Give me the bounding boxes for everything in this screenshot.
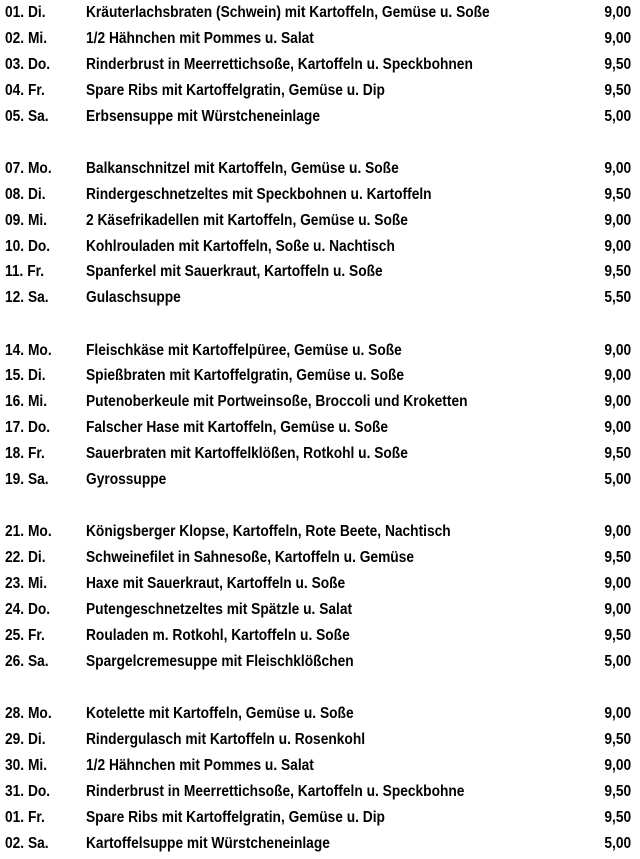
menu-date: 05. Sa. — [5, 107, 49, 125]
menu-row — [0, 805, 640, 831]
menu-dish: Königsberger Klopse, Kartoffeln, Rote Beete, Nachtisch — [86, 523, 451, 541]
menu-date: 01. Fr. — [5, 808, 45, 826]
menu-dish: Rouladen m. Rotkohl, Kartoffeln u. Soße — [86, 626, 350, 644]
menu-date: 25. Fr. — [5, 626, 45, 644]
menu-date: 15. Di. — [5, 367, 46, 385]
menu-dish: Rinderbrust in Meerrettichsoße, Kartoffeln u. Speckbohnen — [86, 55, 473, 73]
menu-dish: Kotelette mit Kartoffeln, Gemüse u. Soße — [86, 705, 354, 723]
menu-dish: Putenoberkeule mit Portweinsoße, Broccoli und Kroketten — [86, 393, 468, 411]
menu-price: 9,50 — [604, 55, 631, 73]
menu-row — [0, 727, 640, 753]
week-block — [0, 0, 640, 129]
menu-row — [0, 597, 640, 623]
menu-date: 19. Sa. — [5, 471, 49, 489]
menu-date: 28. Mo. — [5, 705, 52, 723]
menu-price: 9,50 — [604, 549, 631, 567]
menu-dish: Rinderbrust in Meerrettichsoße, Kartoffeln u. Speckbohne — [86, 782, 465, 800]
menu-date: 17. Do. — [5, 419, 51, 437]
menu-price: 9,00 — [604, 29, 631, 47]
menu-date: 08. Di. — [5, 185, 46, 203]
menu-price: 9,50 — [604, 730, 631, 748]
menu-row — [0, 182, 640, 208]
menu-row — [0, 753, 640, 779]
menu-dish: Haxe mit Sauerkraut, Kartoffeln u. Soße — [86, 575, 346, 593]
menu-dish: Gulaschsuppe — [86, 289, 181, 307]
menu-dish: Kräuterlachsbraten (Schwein) mit Kartoffeln, Gemüse u. Soße — [86, 4, 490, 21]
menu-row — [0, 467, 640, 493]
menu-price: 9,00 — [604, 237, 631, 255]
week-block — [0, 338, 640, 493]
menu-row — [0, 26, 640, 52]
menu-dish: Gyrossuppe — [86, 471, 167, 489]
menu-row — [0, 338, 640, 364]
menu-row — [0, 701, 640, 727]
menu-price: 9,00 — [604, 367, 631, 385]
menu-price: 9,00 — [604, 393, 631, 411]
menu-price: 9,00 — [604, 575, 631, 593]
menu-date: 16. Mi. — [5, 393, 48, 411]
menu-price: 5,50 — [604, 289, 631, 307]
menu-row — [0, 415, 640, 441]
menu-row — [0, 285, 640, 311]
menu-dish: Spare Ribs mit Kartoffelgratin, Gemüse u. Dip — [86, 81, 385, 99]
menu-row — [0, 363, 640, 389]
menu-dish: 1/2 Hähnchen mit Pommes u. Salat — [86, 756, 314, 774]
menu-price: 5,00 — [604, 471, 631, 489]
week-block — [0, 701, 640, 856]
menu-date: 02. Sa. — [5, 834, 49, 852]
menu-row — [0, 441, 640, 467]
menu-row — [0, 104, 640, 130]
menu-date: 09. Mi. — [5, 211, 48, 229]
menu-dish: Falscher Hase mit Kartoffeln, Gemüse u. Soße — [86, 419, 389, 437]
menu-dish: Kartoffelsuppe mit Würstcheneinlage — [86, 834, 330, 852]
menu-price: 9,50 — [604, 626, 631, 644]
menu-price: 9,50 — [604, 808, 631, 826]
menu-dish: Putengeschnetzeltes mit Spätzle u. Salat — [86, 600, 353, 618]
menu-date: 10. Do. — [5, 237, 51, 255]
menu-date: 04. Fr. — [5, 81, 45, 99]
week-separator — [0, 129, 640, 155]
menu-price: 9,50 — [604, 445, 631, 463]
menu-date: 18. Fr. — [5, 445, 45, 463]
menu-price: 5,00 — [604, 834, 631, 852]
menu-price: 9,50 — [604, 263, 631, 281]
menu-date: 30. Mi. — [5, 756, 48, 774]
menu-row — [0, 156, 640, 182]
menu-price: 5,00 — [604, 107, 631, 125]
menu-date: 22. Di. — [5, 549, 46, 567]
week-block — [0, 519, 640, 674]
menu-dish: Spare Ribs mit Kartoffelgratin, Gemüse u. Dip — [86, 808, 385, 826]
menu-row — [0, 623, 640, 649]
menu-row — [0, 234, 640, 260]
menu-price: 9,50 — [604, 185, 631, 203]
menu-dish: Rindergulasch mit Kartoffeln u. Rosenkohl — [86, 730, 366, 748]
menu-dish: Kohlrouladen mit Kartoffeln, Soße u. Nachtisch — [86, 237, 395, 255]
menu-date: 11. Fr. — [5, 263, 45, 281]
menu-row — [0, 649, 640, 675]
menu-row — [0, 545, 640, 571]
menu-row — [0, 831, 640, 857]
menu-price: 9,00 — [604, 523, 631, 541]
menu-price: 9,00 — [604, 211, 631, 229]
menu-dish: Erbsensuppe mit Würstcheneinlage — [86, 107, 320, 125]
menu-dish: 2 Käsefrikadellen mit Kartoffeln, Gemüse u. Soße — [86, 211, 408, 229]
menu-date: 01. Di. — [5, 4, 46, 21]
week-separator — [0, 493, 640, 519]
menu-price: 9,00 — [604, 419, 631, 437]
menu-date: 07. Mo. — [5, 159, 52, 177]
menu-dish: Fleischkäse mit Kartoffelpüree, Gemüse u. Soße — [86, 341, 402, 359]
menu-date: 14. Mo. — [5, 341, 52, 359]
menu-row — [0, 519, 640, 545]
menu-price: 9,50 — [604, 81, 631, 99]
menu-price: 9,00 — [604, 4, 631, 21]
menu-price: 9,00 — [604, 341, 631, 359]
menu-row — [0, 779, 640, 805]
menu-date: 29. Di. — [5, 730, 46, 748]
menu-date: 24. Do. — [5, 600, 51, 618]
week-block — [0, 156, 640, 311]
menu-dish: Rindergeschnetzeltes mit Speckbohnen u. Kartoffeln — [86, 185, 432, 203]
menu-date: 31. Do. — [5, 782, 51, 800]
week-separator — [0, 311, 640, 337]
menu-row — [0, 389, 640, 415]
menu-row — [0, 52, 640, 78]
menu-price: 9,50 — [604, 782, 631, 800]
menu-row — [0, 0, 640, 26]
menu-date: 26. Sa. — [5, 652, 49, 670]
menu-price: 9,00 — [604, 159, 631, 177]
menu-price: 5,00 — [604, 652, 631, 670]
menu-dish: Spargelcremesuppe mit Fleischklößchen — [86, 652, 354, 670]
menu-dish: Spießbraten mit Kartoffelgratin, Gemüse u. Soße — [86, 367, 405, 385]
menu-price: 9,00 — [604, 600, 631, 618]
menu-date: 21. Mo. — [5, 523, 52, 541]
menu-price: 9,00 — [604, 756, 631, 774]
menu-dish: Spanferkel mit Sauerkraut, Kartoffeln u. Soße — [86, 263, 383, 281]
menu-date: 03. Do. — [5, 55, 51, 73]
menu-row — [0, 259, 640, 285]
menu-row — [0, 208, 640, 234]
week-separator — [0, 675, 640, 701]
menu-dish: Schweinefilet in Sahnesoße, Kartoffeln u. Gemüse — [86, 549, 415, 567]
menu-dish: Balkanschnitzel mit Kartoffeln, Gemüse u. Soße — [86, 159, 399, 177]
menu-dish: Sauerbraten mit Kartoffelklößen, Rotkohl u. Soße — [86, 445, 408, 463]
menu-dish: 1/2 Hähnchen mit Pommes u. Salat — [86, 29, 314, 47]
menu-price: 9,00 — [604, 705, 631, 723]
menu-row — [0, 78, 640, 104]
menu-date: 02. Mi. — [5, 29, 48, 47]
menu-row — [0, 571, 640, 597]
menu-date: 12. Sa. — [5, 289, 49, 307]
menu-date: 23. Mi. — [5, 575, 48, 593]
